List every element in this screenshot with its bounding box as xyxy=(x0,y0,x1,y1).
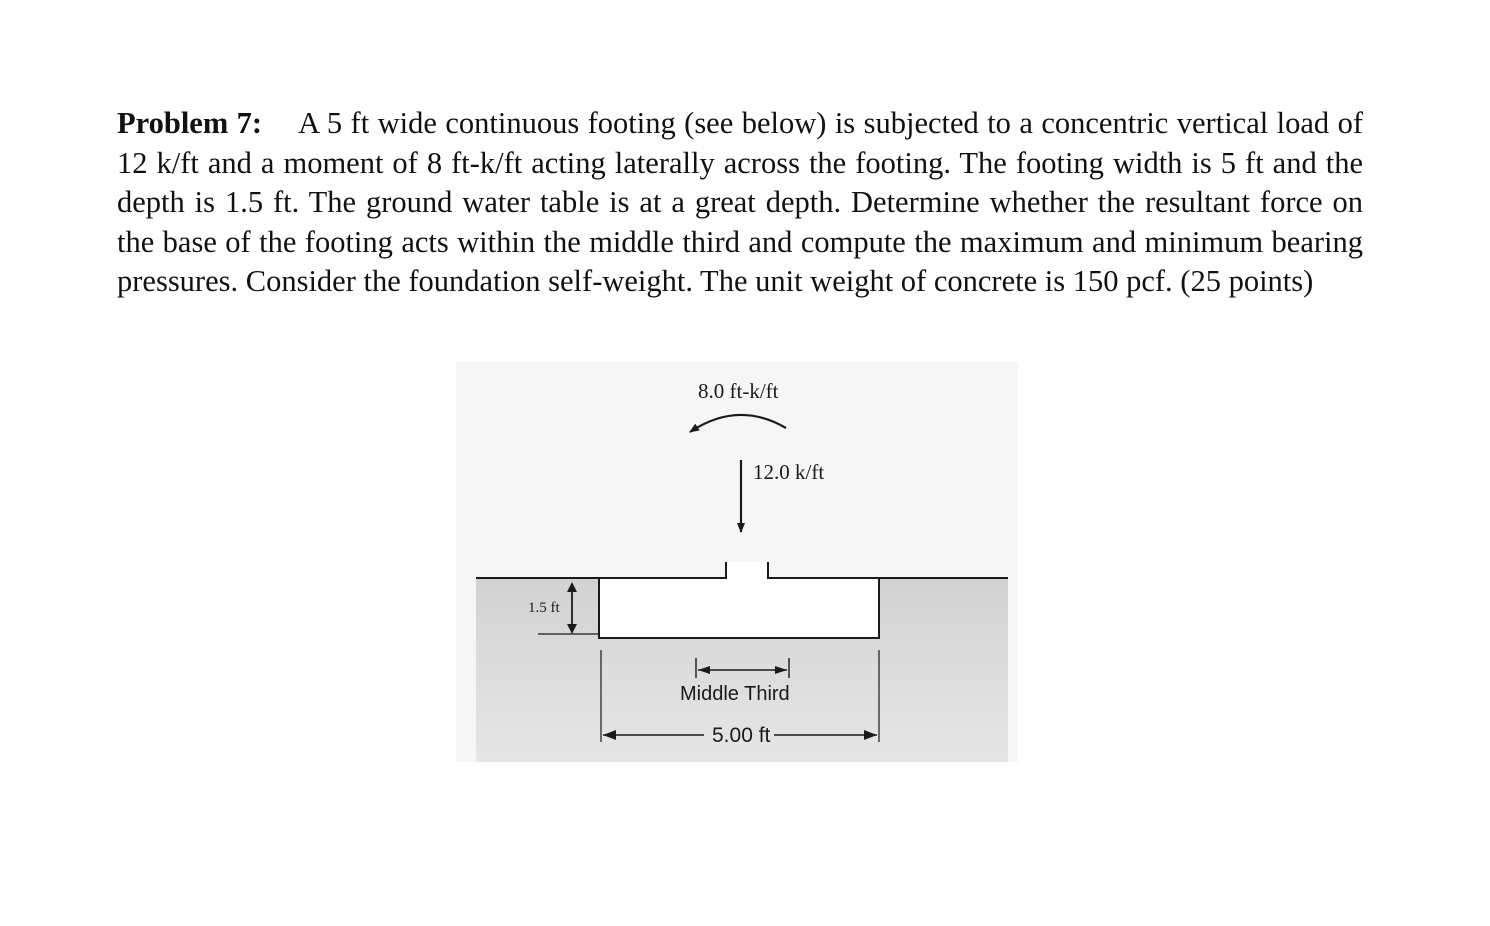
footing-diagram xyxy=(456,362,1018,762)
problem-text: A 5 ft wide continuous footing (see below) is subjected to a concentric vertical load of 12 k/ft and a moment of 8 ft-k/ft acting laterally across the footing. The footing width is 5 ft and the depth is 1.5 ft. The ground water table is at a great depth. Determine whether the resultant force on the base of the footing acts within the middle third and compute the maximum and minimum bearing pressures. Consider the foundation self-weight. The unit weight of concrete is 150 pcf. (25 points) xyxy=(117,106,1363,299)
problem-label: Problem 7: xyxy=(117,106,263,140)
moment-label: 8.0 ft-k/ft xyxy=(698,379,779,403)
middle-third-label: Middle Third xyxy=(680,683,790,705)
problem-statement xyxy=(117,104,1363,302)
width-label: 5.00 ft xyxy=(712,724,771,747)
column-stem xyxy=(727,562,767,579)
footing-diagram-svg xyxy=(456,362,1018,762)
depth-label: 1.5 ft xyxy=(528,600,560,616)
load-label: 12.0 k/ft xyxy=(753,460,825,484)
footing-body xyxy=(600,579,878,637)
